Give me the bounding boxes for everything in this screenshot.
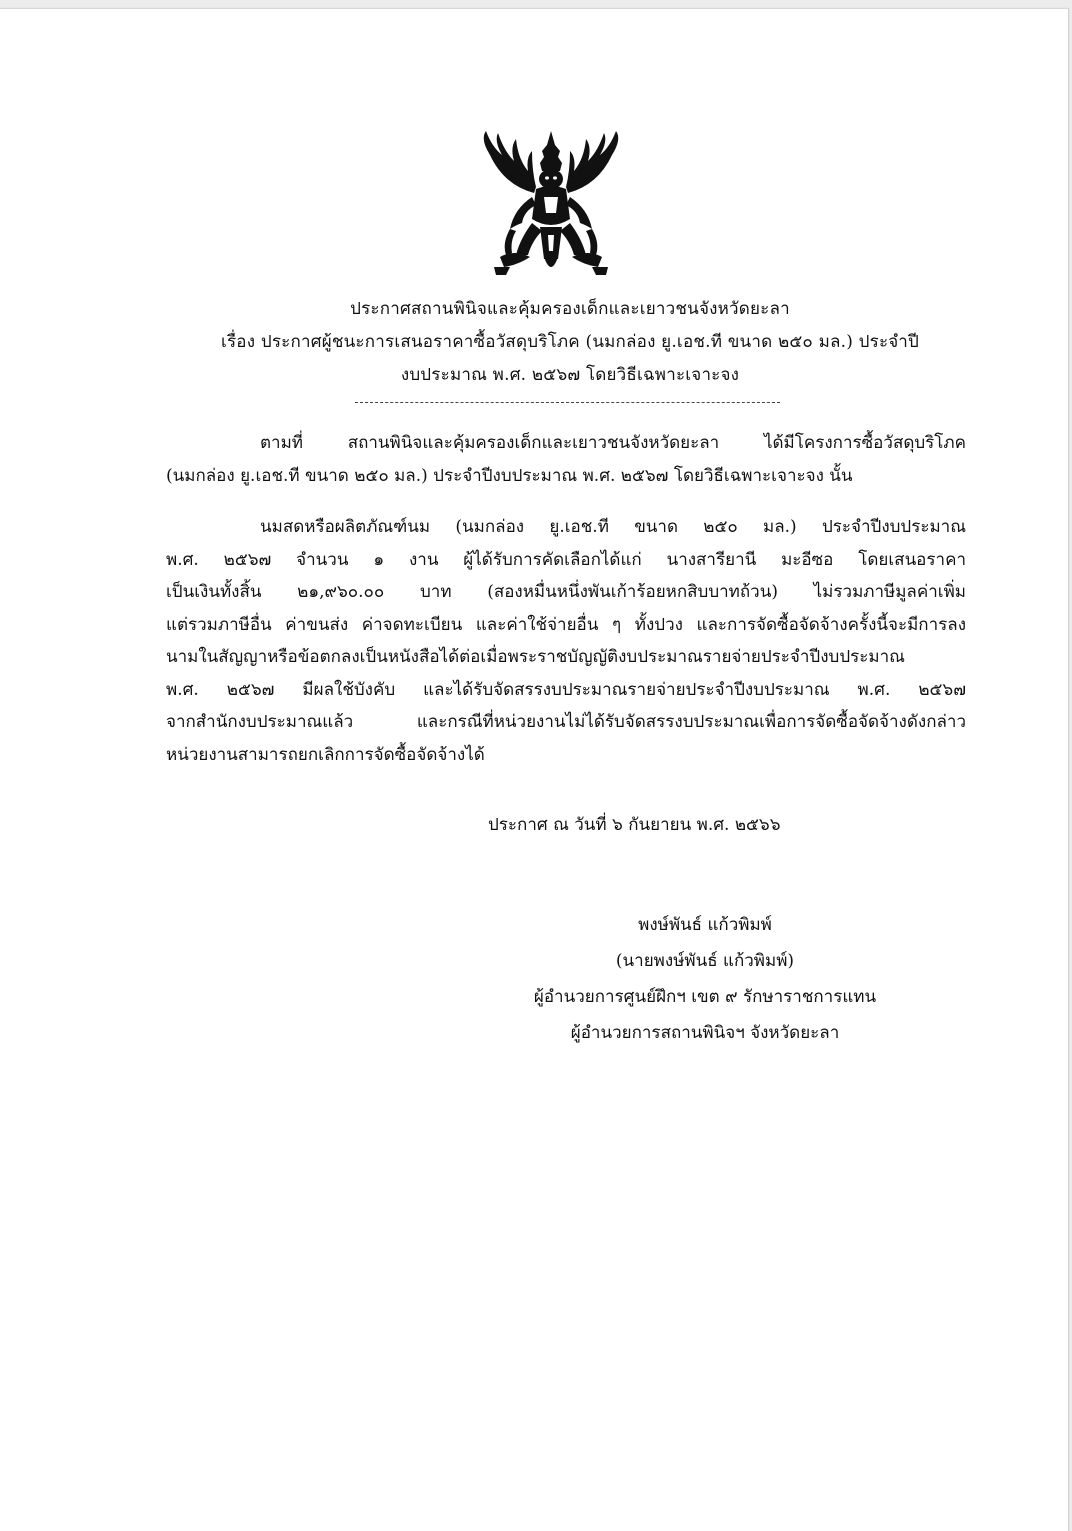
paragraph-2-line: พ.ศ. ๒๕๖๗ มีผลใช้บังคับ และได้รับจัดสรรงบประมาณรายจ่ายประจำปีงบประมาณ พ.ศ. ๒๕๖๗	[166, 679, 966, 700]
header-line-3: งบประมาณ พ.ศ. ๒๕๖๗ โดยวิธีเฉพาะเจาะจง	[400, 365, 740, 385]
header-divider	[355, 402, 780, 403]
paragraph-2-line: นามในสัญญาหรือข้อตกลงเป็นหนังสือได้ต่อเมื่อพระราชบัญญัติงบประมาณรายจ่ายประจำปีงบประมาณ	[166, 647, 905, 667]
header-line-2: เรื่อง ประกาศผู้ชนะการเสนอราคาซื้อวัสดุบริโภค (นมกล่อง ยู.เอช.ที ขนาด ๒๕๐ มล.) ประจำปี	[220, 332, 920, 352]
announcement-date: ประกาศ ณ วันที่ ๖ กันยายน พ.ศ. ๒๕๖๖	[488, 815, 781, 835]
document-page	[0, 8, 1069, 1531]
signature-full-name: (นายพงษ์พันธ์ แก้วพิมพ์)	[615, 951, 795, 971]
signature-position-2: ผู้อำนวยการสถานพินิจฯ จังหวัดยะลา	[570, 1023, 840, 1043]
paragraph-2-line: จากสำนักงบประมาณแล้ว และกรณีที่หน่วยงานไม่ได้รับจัดสรรงบประมาณเพื่อการจัดซื้อจัดจ้างดังกล่าว	[166, 712, 966, 732]
signature-block	[470, 907, 940, 1051]
paragraph-1-line: (นมกล่อง ยู.เอช.ที ขนาด ๒๕๐ มล.) ประจำปีงบประมาณ พ.ศ. ๒๕๖๗ โดยวิธีเฉพาะเจาะจง นั้น	[166, 465, 853, 486]
paragraph-2-line: พ.ศ. ๒๕๖๗ จำนวน ๑ งาน ผู้ได้รับการคัดเลือกได้แก่ นางสารียานี มะอีซอ โดยเสนอราคา	[166, 549, 966, 570]
signature-name: พงษ์พันธ์ แก้วพิมพ์	[638, 915, 772, 935]
signature-position-1: ผู้อำนวยการศูนย์ฝึกฯ เขต ๙ รักษาราชการแทน	[533, 987, 877, 1007]
paragraph-2-line: แต่รวมภาษีอื่น ค่าขนส่ง ค่าจดทะเบียน และค่าใช้จ่ายอื่น ๆ ทั้งปวง และการจัดซื้อจัดจ้างครั้งนี้จะมีการลง	[166, 614, 966, 635]
paragraph-2-line: หน่วยงานสามารถยกเลิกการจัดซื้อจัดจ้างได้	[166, 744, 485, 765]
paragraph-2-line: เป็นเงินทั้งสิ้น ๒๑,๙๖๐.๐๐ บาท (สองหมื่นหนึ่งพันเก้าร้อยหกสิบบาทถ้วน) ไม่รวมภาษีมูลค่าเพิ่ม	[166, 582, 966, 602]
paragraph-1	[166, 427, 966, 492]
paragraph-2-line: นมสดหรือผลิตภัณฑ์นม (นมกล่อง ยู.เอช.ที ขนาด ๒๕๐ มล.) ประจำปีงบประมาณ	[260, 517, 966, 537]
header-line-1: ประกาศสถานพินิจและคุ้มครองเด็กและเยาวชนจังหวัดยะลา	[350, 299, 790, 319]
garuda-emblem-icon	[470, 127, 632, 285]
paragraph-2	[166, 511, 966, 771]
document-header	[140, 293, 1000, 392]
paragraph-1-line: ตามที่ สถานพินิจและคุ้มครองเด็กและเยาวชนจังหวัดยะลา ได้มีโครงการซื้อวัสดุบริโภค	[260, 433, 966, 453]
